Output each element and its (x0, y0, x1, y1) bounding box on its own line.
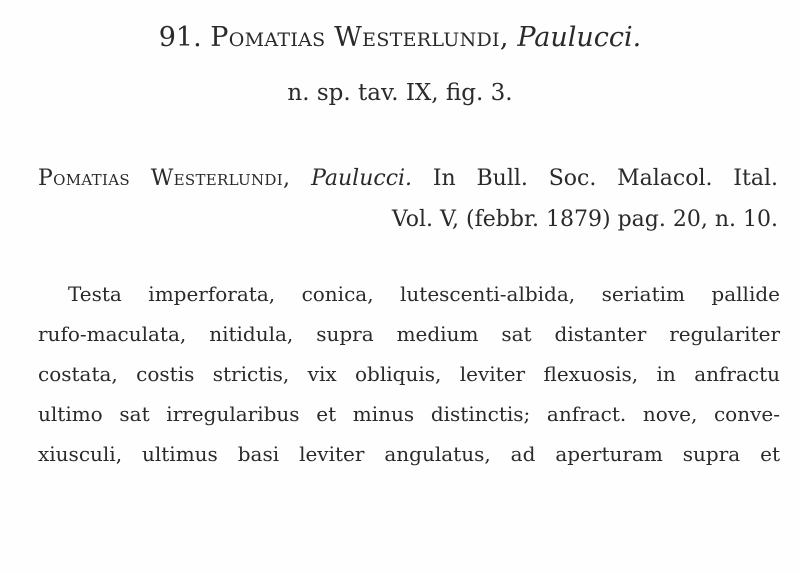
description-line-2: rufo-maculata, nitidula, supra medium sat distanter regulariter (38, 322, 780, 346)
heading-author: Paulucci. (517, 22, 642, 53)
description-line-4: ultimo sat irregularibus et minus distinctis; anfract. nove, conve- (38, 402, 780, 426)
plate-reference: n. sp. tav. IX, fig. 3. (287, 80, 513, 106)
citation-journal: In Bull. Soc. Malacol. Ital. (432, 166, 778, 191)
species-number: 91. (158, 22, 202, 53)
citation-line-2: Vol. V, (febbr. 1879) pag. 20, n. 10. (391, 207, 778, 232)
citation-author: Paulucci. (311, 166, 413, 191)
species-heading (0, 22, 800, 53)
description-line-5: xiusculi, ultimus basi leviter angulatus, ad aperturam supra et (38, 442, 780, 466)
description-line-3: costata, costis strictis, vix obliquis, leviter flexuosis, in anfractu (38, 362, 780, 386)
citation-species: Westerlundi, (150, 166, 291, 191)
citation-line-1 (38, 166, 778, 191)
heading-genus: Pomatias (210, 22, 326, 53)
description-line-1: Testa imperforata, conica, lutescenti-albida, seriatim pallide (68, 282, 780, 306)
heading-species: Westerlundi, (334, 22, 509, 53)
citation-genus: Pomatias (38, 166, 130, 191)
